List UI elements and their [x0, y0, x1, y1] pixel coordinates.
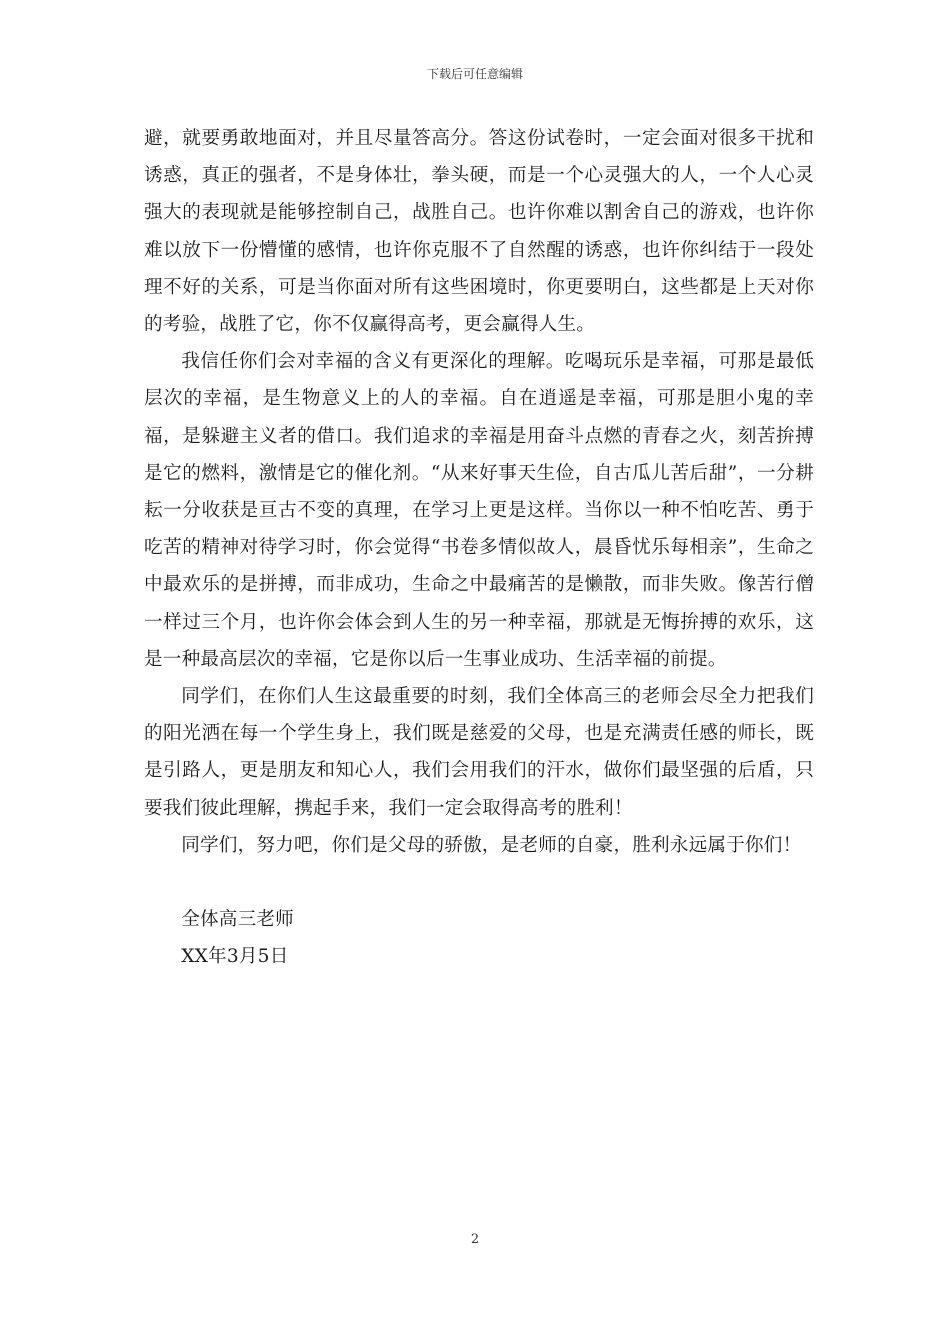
paragraph-teachers: 同学们，在你们人生这最重要的时刻，我们全体高三的老师会尽全力把我们的阳光洒在每一个学生身上，我们既是慈爱的父母，也是充满责任感的师长，既是引路人，更是朋友和知心人，我们会用我们的汗水，做你们最坚强的后盾，只要我们彼此理解，携起手来，我们一定会取得高考的胜利！ — [144, 686, 814, 819]
body-text — [144, 120, 814, 975]
paragraph-happiness: 我信任你们会对幸福的含义有更深化的理解。吃喝玩乐是幸福，可那是最低层次的幸福，是生物意义上的人的幸福。自在逍遥是幸福，可那是胆小鬼的幸福，是躲避主义者的借口。我们追求的幸福是用奋斗点燃的青春之火，刻苦拚搏是它的燃料，激情是它的催化剂。“从来好事天生俭，自古瓜儿苦后甜”，一分耕耘一分收获是亘古不变的真理，在学习上更是这样。当你以一种不怕吃苦、勇于吃苦的精神对待学习时，你会觉得“书卷多情似故人，晨昏忧乐每相亲”，生命之中最欢乐的是拼搏，而非成功，生命之中最痛苦的是懒散，而非失败。像苦行僧一样过三个月，也许你会体会到人生的另一种幸福，那就是无悔拚搏的欢乐，这是一种最高层次的幸福，它是你以后一生事业成功、生活幸福的前提。 — [144, 351, 814, 670]
header-note: 下载后可任意编辑 — [426, 67, 523, 81]
paragraph-continued: 避，就要勇敢地面对，并且尽量答高分。答这份试卷时，一定会面对很多干扰和诱惑，真正的强者，不是身体壮，拳头硬，而是一个心灵强大的人，一个人心灵强大的表现就是能够控制自己，战胜自己。也许你难以割舍自己的游戏，也许你难以放下一份懵懂的感情，也许你克服不了自然醒的诱惑，也许你纠结于一段处理不好的关系，可是当你面对所有这些困境时，你更要明白，这些都是上天对你的考验，战胜了它，你不仅赢得高考，更会赢得人生。 — [144, 128, 814, 336]
signature-author: 全体高三老师 — [181, 909, 294, 931]
page-number: 2 — [470, 1232, 480, 1247]
signature-date: XX年3月5日 — [181, 946, 289, 968]
paragraph-closing: 同学们，努力吧，你们是父母的骄傲，是老师的自豪，胜利永远属于你们！ — [181, 834, 802, 856]
signature-spacer — [144, 864, 814, 901]
